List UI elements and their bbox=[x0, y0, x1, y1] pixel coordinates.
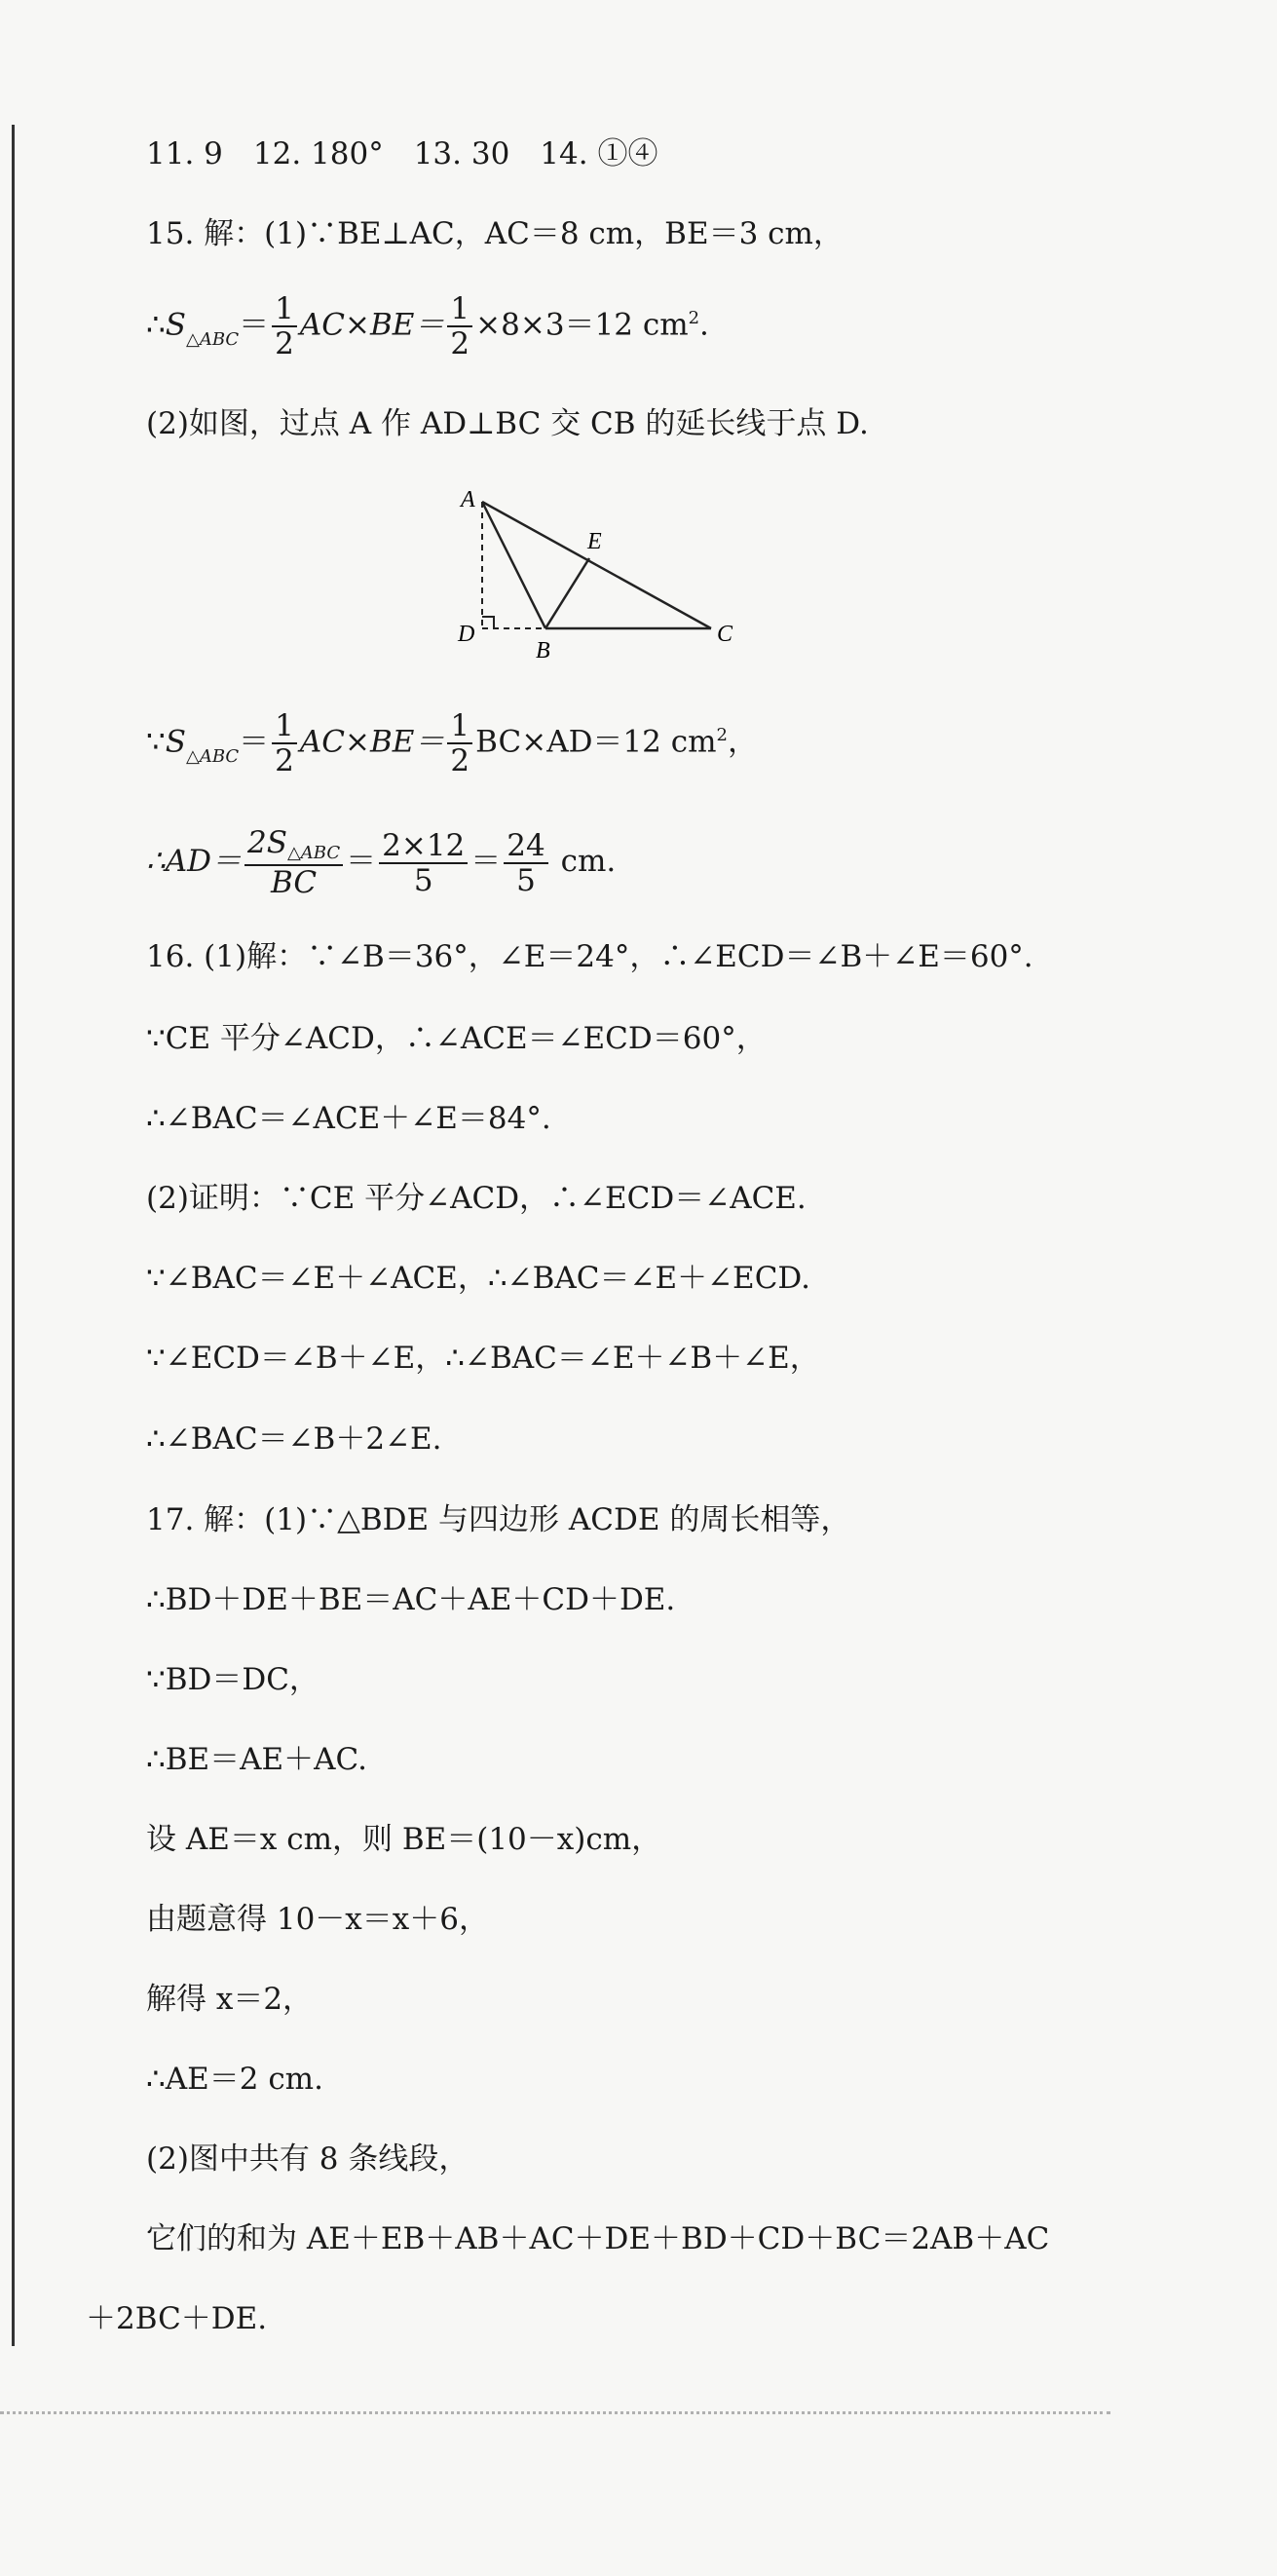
q16-line-2: ∵CE 平分∠ACD，∴∠ACE＝∠ECD＝60°， bbox=[146, 1021, 767, 1056]
fraction-half bbox=[272, 292, 297, 360]
expression: AC×BE＝ bbox=[299, 307, 445, 343]
fraction-area-over-bc bbox=[244, 826, 343, 899]
q15-ad-result bbox=[146, 826, 616, 899]
q16-line-5: ∵∠BAC＝∠E＋∠ACE，∴∠BAC＝∠E＋∠ECD. bbox=[146, 1261, 811, 1296]
q17-line-10: 它们的和为 AE＋EB＋AB＋AC＋DE＋BD＋CD＋BC＝2AB＋AC bbox=[146, 2221, 1050, 2256]
page-divider bbox=[0, 2411, 1110, 2414]
label-e: E bbox=[587, 529, 602, 554]
q17-line-1: 17. 解：(1)∵△BDE 与四边形 ACDE 的周长相等， bbox=[146, 1502, 851, 1537]
expression-tail: ×8×3＝12 cm bbox=[475, 307, 689, 343]
q17-line-6: 由题意得 10－x＝x＋6， bbox=[146, 1902, 489, 1937]
area-subscript: △ABC bbox=[185, 328, 240, 350]
q16-line-1: 16. (1)解：∵∠B＝36°，∠E＝24°，∴∠ECD＝∠B＋∠E＝60°. bbox=[146, 939, 1033, 974]
q17-line-8: ∴AE＝2 cm. bbox=[146, 2062, 323, 2097]
segment-ab bbox=[482, 502, 545, 628]
segment-ac bbox=[482, 502, 711, 628]
fraction-half bbox=[447, 292, 472, 360]
q15-part2-intro: (2)如图，过点 A 作 AD⊥BC 交 CB 的延长线于点 D. bbox=[146, 406, 869, 441]
therefore-symbol: ∴ bbox=[146, 307, 166, 343]
unit: cm. bbox=[550, 844, 617, 879]
because-symbol: ∵ bbox=[146, 724, 166, 760]
numerator: 1 bbox=[272, 292, 297, 327]
q16-line-7: ∴∠BAC＝∠B＋2∠E. bbox=[146, 1421, 442, 1457]
triangle-figure bbox=[448, 487, 770, 666]
denominator: 2 bbox=[275, 743, 294, 778]
q15-area-formula bbox=[146, 292, 709, 360]
expression: AC×BE＝ bbox=[299, 724, 445, 760]
numerator: 1 bbox=[447, 292, 472, 327]
punctuation: . bbox=[699, 307, 709, 343]
punctuation: ， bbox=[727, 724, 758, 760]
label-c: C bbox=[717, 622, 733, 647]
equals: ＝ bbox=[346, 844, 377, 879]
label-a: A bbox=[461, 487, 475, 512]
superscript: 2 bbox=[716, 724, 728, 745]
denominator: BC bbox=[271, 865, 318, 900]
label-b: B bbox=[536, 638, 550, 663]
fraction-half bbox=[272, 709, 297, 777]
area-symbol: S bbox=[165, 724, 186, 760]
expression-tail: BC×AD＝12 cm bbox=[475, 724, 717, 760]
label-d: D bbox=[458, 622, 475, 647]
q17-line-7: 解得 x＝2， bbox=[146, 1982, 314, 2017]
denominator: 2 bbox=[450, 326, 470, 361]
triangle-diagram bbox=[448, 487, 770, 663]
fraction-24-over-5-step bbox=[379, 829, 468, 897]
numerator-subscript: △ABC bbox=[286, 843, 341, 863]
q17-line-4: ∴BE＝AE＋AC. bbox=[146, 1742, 368, 1777]
numerator: 1 bbox=[272, 709, 297, 744]
superscript: 2 bbox=[688, 307, 700, 328]
numerator: 1 bbox=[447, 709, 472, 744]
q16-line-4: (2)证明：∵CE 平分∠ACD，∴∠ECD＝∠ACE. bbox=[146, 1181, 807, 1216]
q17-line-9: (2)图中共有 8 条线段， bbox=[146, 2141, 469, 2177]
area-subscript: △ABC bbox=[185, 745, 240, 767]
q16-line-6: ∵∠ECD＝∠B＋∠E，∴∠BAC＝∠E＋∠B＋∠E， bbox=[146, 1341, 820, 1376]
numerator: 2×12 bbox=[379, 829, 468, 864]
answers-11-14: 11. 9 12. 180° 13. 30 14. ①④ bbox=[146, 136, 658, 171]
numerator-text: 2S bbox=[246, 825, 287, 860]
q16-line-3: ∴∠BAC＝∠ACE＋∠E＝84°. bbox=[146, 1101, 551, 1136]
fraction-24-over-5 bbox=[504, 829, 547, 897]
denominator: 2 bbox=[450, 743, 470, 778]
numerator bbox=[244, 826, 343, 866]
left-margin-rule bbox=[12, 125, 15, 2346]
q17-line-2: ∴BD＋DE＋BE＝AC＋AE＋CD＋DE. bbox=[146, 1582, 676, 1617]
denominator: 2 bbox=[275, 326, 294, 361]
equals: ＝ bbox=[470, 844, 502, 879]
denominator: 5 bbox=[516, 862, 536, 898]
q15-area-equation bbox=[146, 709, 758, 777]
q17-line-5: 设 AE＝x cm，则 BE＝(10－x)cm， bbox=[146, 1822, 662, 1857]
expression-lead: ∴AD＝ bbox=[146, 844, 242, 879]
area-symbol: S bbox=[165, 307, 186, 343]
numerator: 24 bbox=[504, 829, 547, 864]
q15-line-1: 15. 解：(1)∵BE⊥AC，AC＝8 cm，BE＝3 cm， bbox=[146, 216, 844, 251]
q17-line-11: ＋2BC＋DE. bbox=[86, 2301, 268, 2336]
denominator: 5 bbox=[413, 862, 433, 898]
segment-be bbox=[545, 558, 589, 628]
equals: ＝ bbox=[239, 307, 270, 343]
right-angle-mark bbox=[482, 617, 494, 628]
q17-line-3: ∵BD＝DC， bbox=[146, 1662, 319, 1697]
fraction-half bbox=[447, 709, 472, 777]
equals: ＝ bbox=[239, 724, 270, 760]
